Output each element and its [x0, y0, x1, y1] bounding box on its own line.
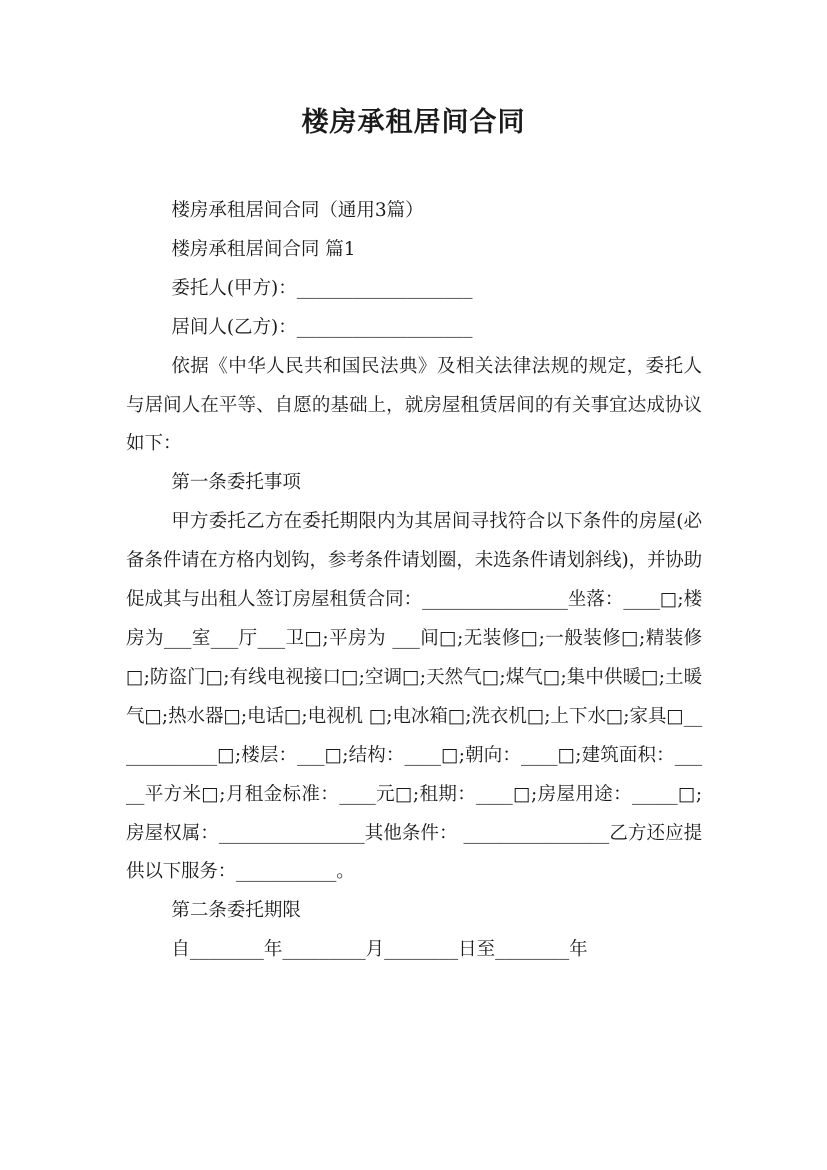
paragraph-article-2-body: 自________年_________月________日至________年: [171, 939, 588, 961]
paragraph-subtitle: 楼房承租居间合同（通用3篇）: [171, 200, 424, 221]
paragraph-party-b: 居间人(乙方)：___________________: [171, 316, 473, 338]
paragraph-party-a: 委托人(甲方)：___________________: [171, 277, 473, 299]
document-body: [126, 192, 702, 970]
paragraph-article-2-heading: 第二条委托期限: [171, 900, 301, 922]
document-title: 楼房承租居间合同: [301, 107, 526, 138]
paragraph-article-1-body: 甲方委托乙方在委托期限内为其居间寻找符合以下条件的房屋(必备条件请在方格内划钩，参考条件请划圈，未选条件请划斜线)，并协助促成其与出租人签订房屋租赁合同：________________坐落：____□;楼房为___室___厅___卫□;平房为 ___间□;无装修□;一般装修□;精装修□;防盗门□;有线电视接口□;空调□;天然气□;煤气□;集中供暖□;土暖气□;热水器□;电话□;电视机 □;电冰箱□;洗衣机□;上下水□;家具□____________□;楼层：___□;结构：____□;朝向：____□;建筑面积：_____平方米□;月租金标准：____元□;租期：____□;房屋用途：_____□;房屋权属：________________其他条件： ________________乙方还应提供以下服务：___________。: [126, 511, 702, 883]
paragraph-section-heading: 楼房承租居间合同 篇1: [171, 238, 356, 260]
paragraph-preamble: 依据《中华人民共和国民法典》及相关法律法规的规定，委托人与居间人在平等、自愿的基础上，就房屋租赁居间的有关事宜达成协议如下：: [126, 355, 702, 455]
paragraph-article-1-heading: 第一条委托事项: [171, 472, 301, 494]
